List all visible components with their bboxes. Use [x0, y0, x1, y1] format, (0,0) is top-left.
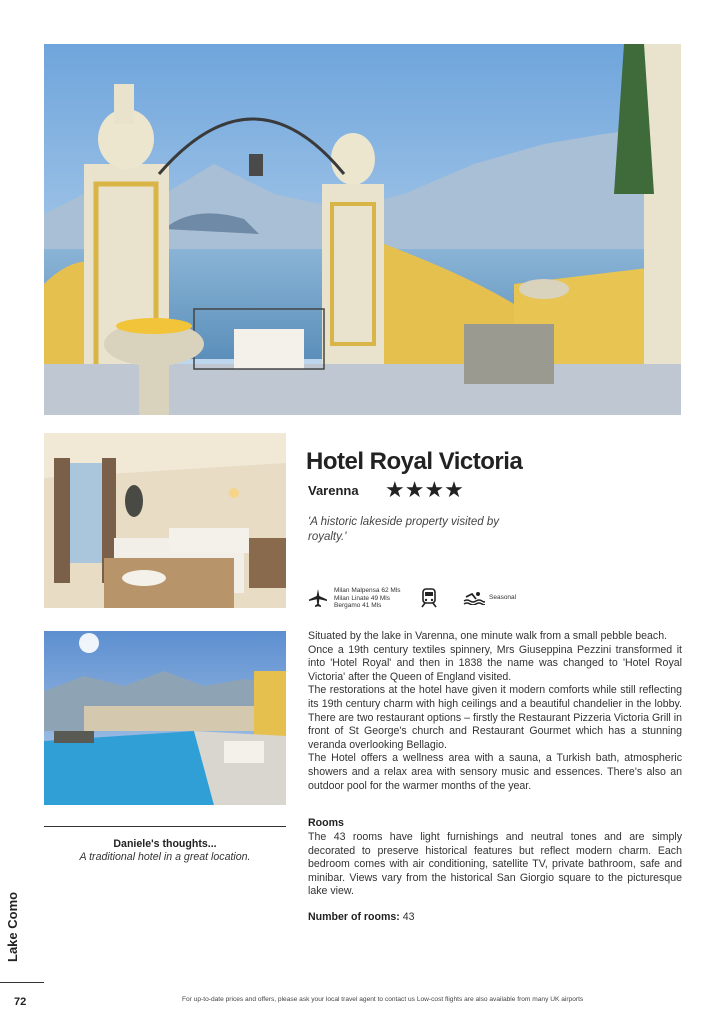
thoughts-title: Daniele's thoughts... [113, 838, 217, 850]
description-paragraph: The restorations at the hotel have given it modern comforts while still reflecting its 19th century charm with high ceilings and a beautiful chandelier in the lobby. There are two restaurant options – firstly the Restaurant Pizzeria Victoria Grill in front of St George's church and Restaurant Gourmet which has a stunning veranda overlooking Bellagio. [308, 684, 682, 751]
side-divider [0, 982, 44, 983]
airport-distance: Bergamo 41 Mls [334, 602, 382, 610]
thoughts-text: A traditional hotel in a great location. [79, 851, 251, 863]
hero-photo-terrace [44, 44, 681, 415]
section-side-label: Lake Como [5, 891, 20, 962]
star-rating: ★★★★ [385, 477, 464, 502]
airport-distance: Milan Linate 49 Mls [334, 594, 390, 602]
rooms-description: The 43 rooms have light furnishings and neutral tones and are simply decorated to preserve historical features but reflect modern charm. Each bedroom comes with air conditioning, satellite TV, private bathroom, safe and minibar. Views vary from the historical San Giorgio square to the picturesque lake view. [308, 831, 682, 898]
number-of-rooms-value: 43 [402, 911, 415, 923]
photo-pool [44, 631, 286, 805]
thoughts-divider [44, 826, 286, 827]
page-number: 72 [14, 996, 27, 1008]
rooms-heading: Rooms [308, 817, 344, 829]
hotel-tagline: 'A historic lakeside property visited by royalty.' [308, 516, 499, 543]
description-paragraph: Situated by the lake in Varenna, one minute walk from a small pebble beach. [308, 630, 668, 642]
hotel-description [308, 630, 682, 793]
number-of-rooms [308, 911, 415, 923]
hotel-location: Varenna [308, 483, 359, 498]
plane-icon [308, 588, 328, 608]
number-of-rooms-label: Number of rooms: [308, 911, 400, 923]
travel-info [308, 588, 688, 610]
airport-distances [334, 587, 400, 610]
swimming-icon [463, 591, 485, 605]
pool-season-label: Seasonal [489, 594, 517, 601]
hotel-title: Hotel Royal Victoria [306, 448, 523, 475]
train-icon [420, 588, 438, 608]
page-footer: For up-to-date prices and offers, please ask your local travel agent to contact us Low-cost flights are also available from many UK airports [182, 996, 584, 1003]
photo-bedroom [44, 433, 286, 608]
airport-distance: Milan Malpensa 62 Mls [334, 587, 401, 594]
description-paragraph: Once a 19th century textiles spinnery, Mrs Giuseppina Pezzini transformed it into 'Hotel Royal' and then in 1838 the name was changed to 'Hotel Royal Victoria' after the Queen of England visited. [308, 643, 682, 683]
description-paragraph: The Hotel offers a wellness area with a sauna, a Turkish bath, atmospheric showers and a relax area with sensory music and essences. There's also an outdoor pool for the warmer months of the year. [308, 752, 682, 792]
